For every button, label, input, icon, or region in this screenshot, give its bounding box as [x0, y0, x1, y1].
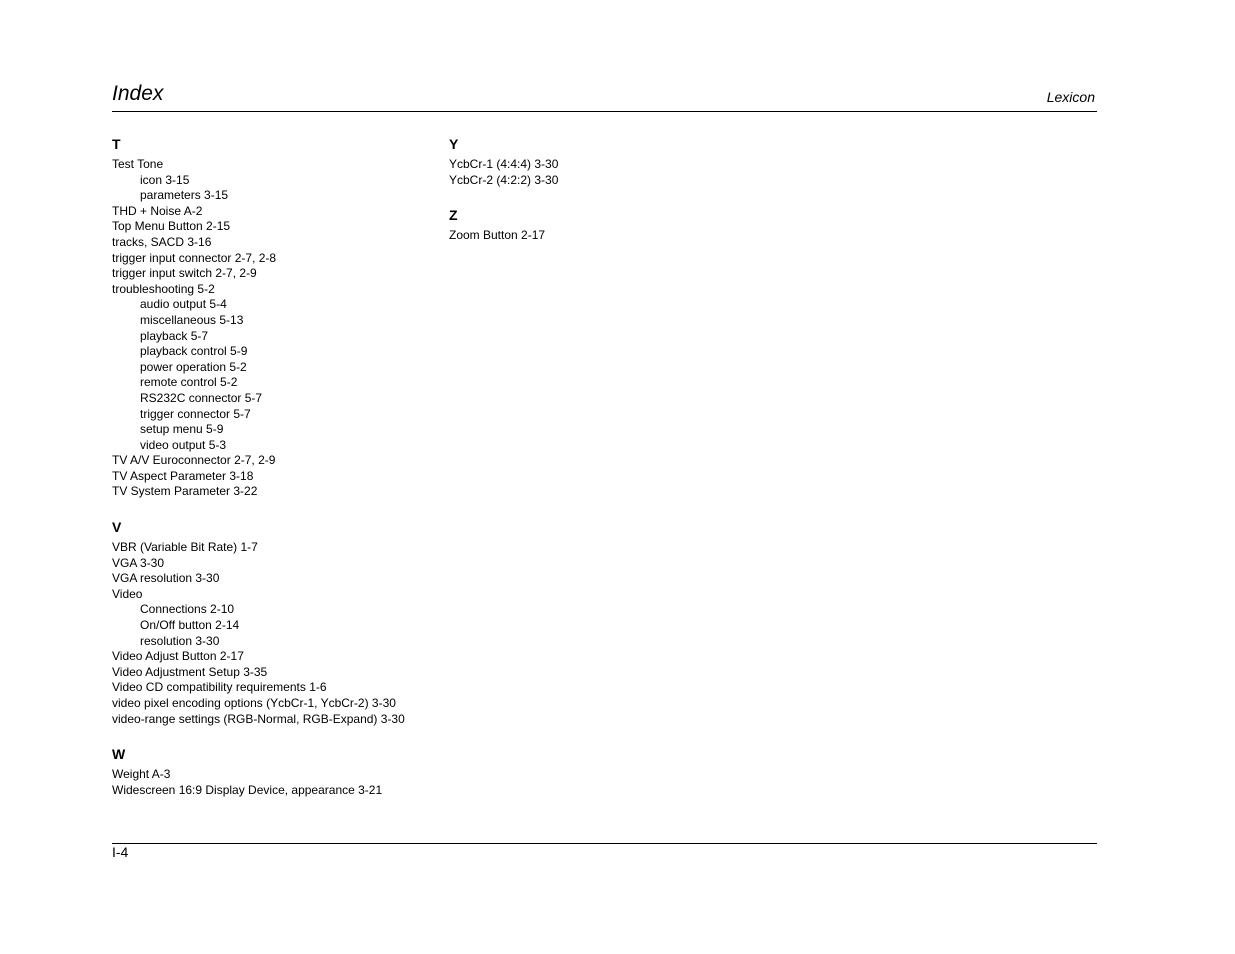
- footer-divider: [112, 843, 1097, 844]
- index-subentry: remote control 5-2: [140, 375, 238, 390]
- index-subentry: setup menu 5-9: [140, 422, 224, 437]
- index-entry: VBR (Variable Bit Rate) 1-7: [112, 540, 258, 555]
- index-section-v: [112, 518, 432, 727]
- index-subentry: On/Off button 2-14: [140, 618, 240, 633]
- index-subentry: audio output 5-4: [140, 297, 227, 312]
- index-entry: TV System Parameter 3-22: [112, 484, 258, 499]
- section-letter: T: [112, 136, 121, 152]
- section-letter: Y: [449, 136, 459, 152]
- index-subentry: power operation 5-2: [140, 359, 247, 374]
- index-entry: troubleshooting 5-2: [112, 281, 215, 296]
- index-subentry: trigger connector 5-7: [140, 406, 251, 421]
- index-entry: tracks, SACD 3-16: [112, 234, 212, 249]
- index-subentry: video output 5-3: [140, 437, 227, 452]
- index-subentry: playback control 5-9: [140, 344, 248, 359]
- index-subentry: playback 5-7: [140, 328, 209, 343]
- index-entry: TV A/V Euroconnector 2-7, 2-9: [112, 453, 276, 468]
- index-entry: Video CD compatibility requirements 1-6: [112, 680, 327, 695]
- index-entry: Top Menu Button 2-15: [112, 219, 231, 234]
- index-section-w: [112, 745, 432, 798]
- index-entry: video pixel encoding options (YcbCr-1, YcbCr-2) 3-30: [112, 696, 396, 710]
- index-subentry: miscellaneous 5-13: [140, 312, 244, 327]
- index-entry: Test Tone: [112, 157, 164, 171]
- index-entry: Video Adjust Button 2-17: [112, 649, 244, 664]
- index-entry: trigger input connector 2-7, 2-8: [112, 250, 277, 265]
- index-entry: YcbCr-2 (4:2:2) 3-30: [449, 172, 559, 187]
- index-section-y: [449, 135, 769, 188]
- index-section-t: [112, 135, 432, 500]
- index-subentry: icon 3-15: [140, 172, 190, 187]
- section-letter: V: [112, 519, 122, 536]
- page-number: I-4: [112, 844, 129, 860]
- index-entry: Widescreen 16:9 Display Device, appearance 3-21: [112, 782, 383, 797]
- index-subentry: Connections 2-10: [140, 602, 235, 617]
- index-entry: VGA resolution 3-30: [112, 571, 220, 586]
- header-divider: [112, 111, 1097, 112]
- section-letter: W: [112, 746, 126, 763]
- brand-name: Lexicon: [1046, 89, 1095, 105]
- index-subentry: parameters 3-15: [140, 188, 229, 203]
- index-entry: Video: [112, 586, 143, 601]
- index-entry: Zoom Button 2-17: [449, 228, 546, 243]
- section-letter: Z: [449, 207, 458, 224]
- index-entry: TV Aspect Parameter 3-18: [112, 468, 254, 483]
- index-entry: video-range settings (RGB-Normal, RGB-Expand) 3-30: [112, 711, 405, 726]
- index-entry: Video Adjustment Setup 3-35: [112, 664, 268, 679]
- index-entry: THD + Noise A-2: [112, 203, 203, 218]
- index-section-z: [449, 206, 769, 244]
- index-entry: VGA 3-30: [112, 555, 165, 570]
- page-title: Index: [112, 82, 164, 105]
- index-column-right: [449, 135, 769, 262]
- index-entry: Weight A-3: [112, 767, 171, 782]
- index-subentry: RS232C connector 5-7: [140, 390, 263, 405]
- index-entry: YcbCr-1 (4:4:4) 3-30: [449, 157, 559, 171]
- index-column-left: [112, 135, 432, 816]
- index-entry: trigger input switch 2-7, 2-9: [112, 266, 257, 281]
- index-subentry: resolution 3-30: [140, 633, 220, 648]
